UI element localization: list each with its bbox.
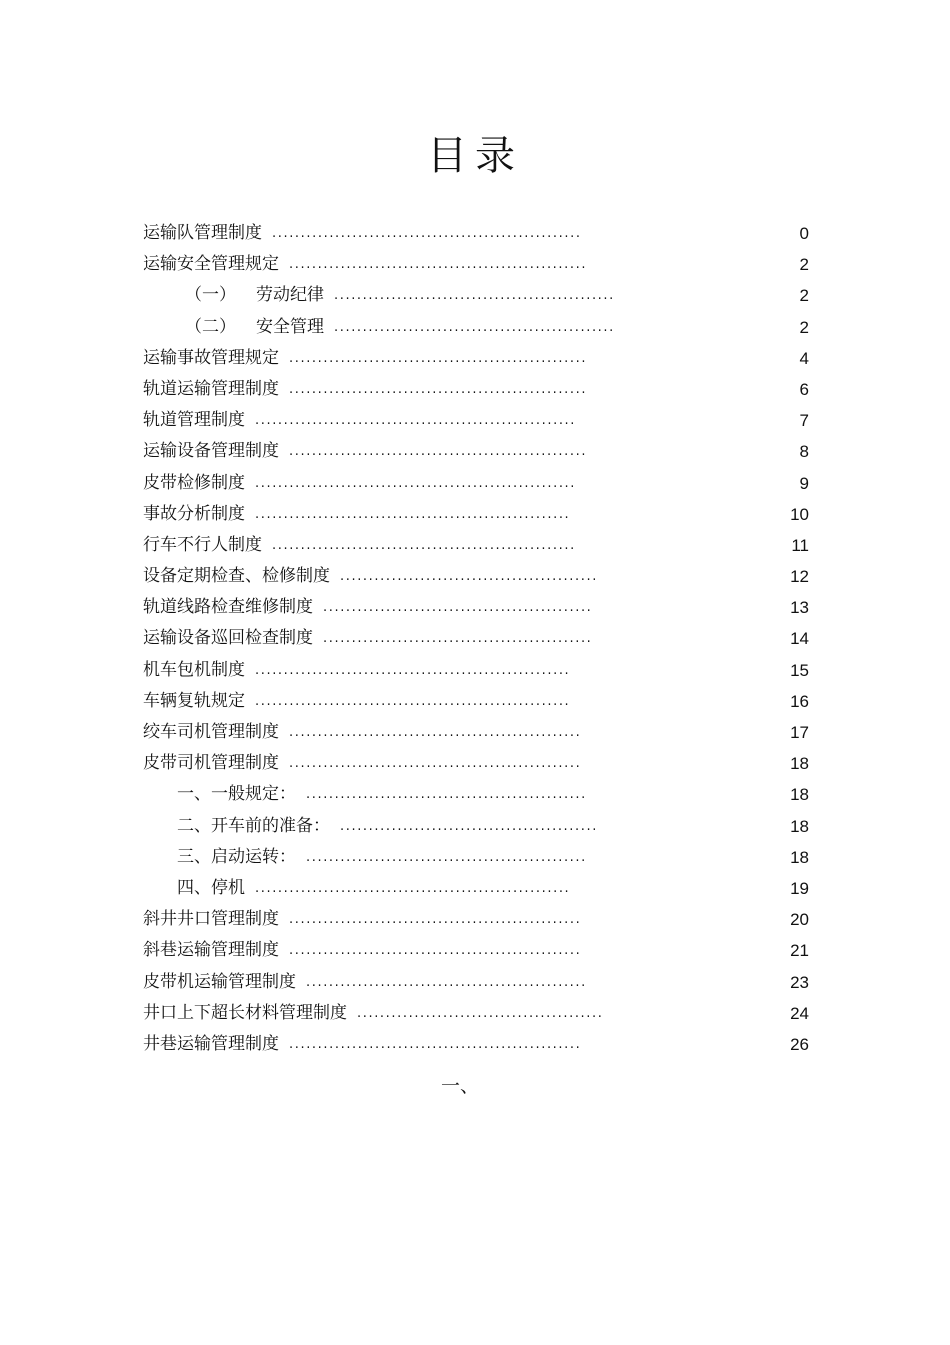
toc-entry-label [143, 280, 615, 311]
toc-entry-label [143, 468, 576, 499]
toc-page-number: 24 [790, 1003, 809, 1023]
toc-entry-text: 运输队管理制度 [143, 223, 262, 243]
toc-entry-text: 运输安全管理规定 [143, 254, 279, 275]
toc-entry[interactable] [143, 561, 809, 592]
toc-page-number: 2 [799, 286, 809, 306]
toc-entry-text: 一、一般规定： [177, 784, 296, 805]
toc-leader-dots: ................................................... [289, 912, 582, 928]
toc-entry-label [143, 998, 604, 1029]
toc-entry-text: 三、启动运转： [177, 846, 296, 867]
toc-entry[interactable] [143, 1029, 809, 1060]
toc-entry-label [143, 249, 587, 280]
toc-entry-text: 轨道管理制度 [143, 410, 245, 431]
toc-page-number: 2 [799, 317, 809, 337]
toc-leader-dots: ........................................................ [255, 413, 577, 429]
toc-entry-label [143, 436, 587, 467]
toc-entry[interactable] [143, 249, 809, 280]
toc-entry[interactable] [143, 935, 809, 966]
toc-entry[interactable] [143, 280, 809, 311]
toc-page-number: 18 [790, 816, 809, 836]
table-of-contents [143, 218, 809, 1060]
toc-leader-dots: ................................................... [289, 725, 582, 740]
toc-entry-text: 设备定期检查、检修制度 [143, 566, 330, 587]
toc-entry-label [143, 842, 587, 873]
toc-entry-label [143, 811, 598, 842]
toc-leader-dots: ................................................. [306, 974, 587, 990]
toc-entry-text: 事故分析制度 [143, 503, 245, 524]
toc-page-number: 14 [790, 629, 809, 649]
toc-entry-text: 皮带机运输管理制度 [143, 971, 296, 992]
toc-leader-dots: ........................................................ [255, 475, 577, 491]
toc-entry[interactable] [143, 374, 809, 405]
toc-leader-dots: ...................................................... [272, 226, 582, 241]
toc-page-number: 15 [790, 660, 809, 680]
toc-leader-dots: ................................................... [289, 943, 582, 959]
toc-entry-label [143, 717, 581, 748]
toc-entry-label [143, 530, 576, 561]
toc-page-number: 18 [790, 754, 809, 774]
toc-page-number: 23 [790, 972, 809, 992]
toc-leader-dots: ............................................. [340, 569, 598, 585]
toc-entry-label [143, 1029, 581, 1060]
toc-entry[interactable] [143, 686, 809, 717]
toc-entry-text: 机车包机制度 [143, 659, 245, 680]
toc-entry[interactable] [143, 436, 809, 467]
toc-entry-text: 安全管理 [256, 316, 324, 337]
toc-leader-dots: ............................................... [323, 600, 593, 616]
toc-entry[interactable] [143, 499, 809, 530]
toc-leader-dots: .................................................... [289, 444, 588, 460]
toc-entry-text: 井口上下超长材料管理制度 [143, 1002, 347, 1023]
toc-entry-text: 二、开车前的准备： [177, 815, 330, 836]
toc-leader-dots: ................................................... [289, 1036, 582, 1052]
toc-entry[interactable] [143, 998, 809, 1029]
toc-entry-text: 轨道运输管理制度 [143, 378, 279, 399]
toc-leader-dots: .................................................... [289, 350, 588, 366]
toc-entry-label [143, 312, 615, 343]
toc-leader-dots: ................................................. [334, 288, 615, 304]
toc-page-number: 18 [790, 785, 809, 805]
toc-entry-text: 劳动纪律 [256, 285, 324, 306]
toc-page-number: 10 [790, 504, 809, 524]
toc-page-number: 17 [790, 723, 809, 742]
toc-entry[interactable] [143, 405, 809, 436]
toc-entry-label [143, 873, 570, 904]
toc-page-number: 18 [790, 847, 809, 867]
toc-leader-dots: .................................................... [289, 381, 588, 397]
toc-entry-label [143, 218, 582, 249]
toc-entry-label [143, 967, 587, 998]
toc-entry-label [143, 686, 570, 717]
toc-leader-dots: ................................................. [306, 849, 587, 865]
toc-entry-text: 行车不行人制度 [143, 534, 262, 555]
toc-entry[interactable] [143, 623, 809, 654]
toc-entry-text: 运输设备巡回检查制度 [143, 628, 313, 649]
toc-page-number: 8 [799, 442, 809, 462]
toc-page-number: 6 [799, 379, 809, 399]
toc-page-number: 0 [799, 224, 809, 243]
toc-leader-dots: ................................................... [289, 756, 582, 772]
toc-leader-dots: ............................................. [340, 818, 598, 834]
toc-page-number: 20 [790, 910, 809, 930]
toc-entry[interactable] [143, 312, 809, 343]
toc-entry-number: （一） [185, 285, 236, 306]
toc-page-number: 19 [790, 878, 809, 898]
toc-entry-label [143, 655, 570, 686]
toc-page-number: 16 [790, 691, 809, 711]
toc-page-number: 7 [799, 411, 809, 431]
section-heading: 一、 [441, 1075, 480, 1097]
toc-page-number: 2 [799, 255, 809, 275]
toc-entry[interactable] [143, 530, 809, 561]
toc-entry-label [143, 779, 587, 810]
toc-page-number: 13 [790, 598, 809, 618]
toc-entry-text: 井巷运输管理制度 [143, 1033, 279, 1054]
toc-leader-dots: ....................................................... [255, 693, 571, 709]
toc-entry-label [143, 374, 587, 405]
toc-entry-text: 轨道线路检查维修制度 [143, 597, 313, 618]
toc-entry[interactable] [143, 904, 809, 935]
toc-leader-dots: ........................................... [357, 1005, 604, 1021]
toc-entry-text: 皮带检修制度 [143, 472, 245, 493]
toc-entry[interactable] [143, 343, 809, 374]
toc-entry[interactable] [143, 779, 809, 810]
toc-leader-dots: ....................................................... [255, 506, 571, 522]
toc-entry[interactable] [143, 873, 809, 904]
toc-page-number: 21 [790, 941, 809, 961]
toc-entry-label [143, 623, 592, 654]
toc-leader-dots: ................................................. [334, 319, 615, 335]
toc-entry[interactable] [143, 592, 809, 623]
toc-entry-label [143, 405, 576, 436]
toc-entry-text: 运输设备管理制度 [143, 441, 279, 462]
toc-entry-text: 运输事故管理规定 [143, 347, 279, 368]
toc-leader-dots: ................................................. [306, 787, 587, 803]
toc-entry[interactable] [143, 468, 809, 499]
toc-leader-dots: ....................................................... [255, 662, 571, 678]
toc-leader-dots: ............................................... [323, 631, 593, 647]
toc-page-number: 26 [790, 1034, 809, 1054]
toc-page-number: 9 [799, 473, 809, 493]
toc-entry-number: （二） [185, 316, 236, 337]
toc-entry-label [143, 935, 581, 966]
toc-entry-text: 斜井井口管理制度 [143, 909, 279, 930]
toc-entry[interactable] [143, 717, 809, 748]
toc-page-number: 11 [791, 535, 809, 555]
toc-entry-text: 四、停机 [177, 877, 245, 898]
toc-entry-label [143, 561, 598, 592]
toc-leader-dots: ....................................................... [255, 880, 571, 896]
toc-entry[interactable] [143, 967, 809, 998]
page-title: 目录 [427, 133, 523, 179]
toc-page-number: 12 [790, 567, 809, 587]
toc-entry-text: 皮带司机管理制度 [143, 753, 279, 774]
toc-entry-label [143, 343, 587, 374]
toc-leader-dots: ..................................................... [272, 537, 576, 553]
toc-entry-text: 斜巷运输管理制度 [143, 940, 279, 961]
toc-entry-label [143, 748, 581, 779]
toc-entry-label [143, 499, 570, 530]
toc-entry[interactable] [143, 748, 809, 779]
toc-leader-dots: .................................................... [289, 257, 588, 273]
toc-entry[interactable] [143, 842, 809, 873]
toc-entry[interactable] [143, 218, 809, 249]
toc-entry-label [143, 904, 581, 935]
toc-entry[interactable] [143, 655, 809, 686]
toc-entry-text: 车辆复轨规定 [143, 690, 245, 711]
toc-entry[interactable] [143, 811, 809, 842]
toc-entry-label [143, 592, 592, 623]
toc-page-number: 4 [799, 348, 809, 368]
toc-entry-text: 绞车司机管理制度 [143, 722, 279, 742]
